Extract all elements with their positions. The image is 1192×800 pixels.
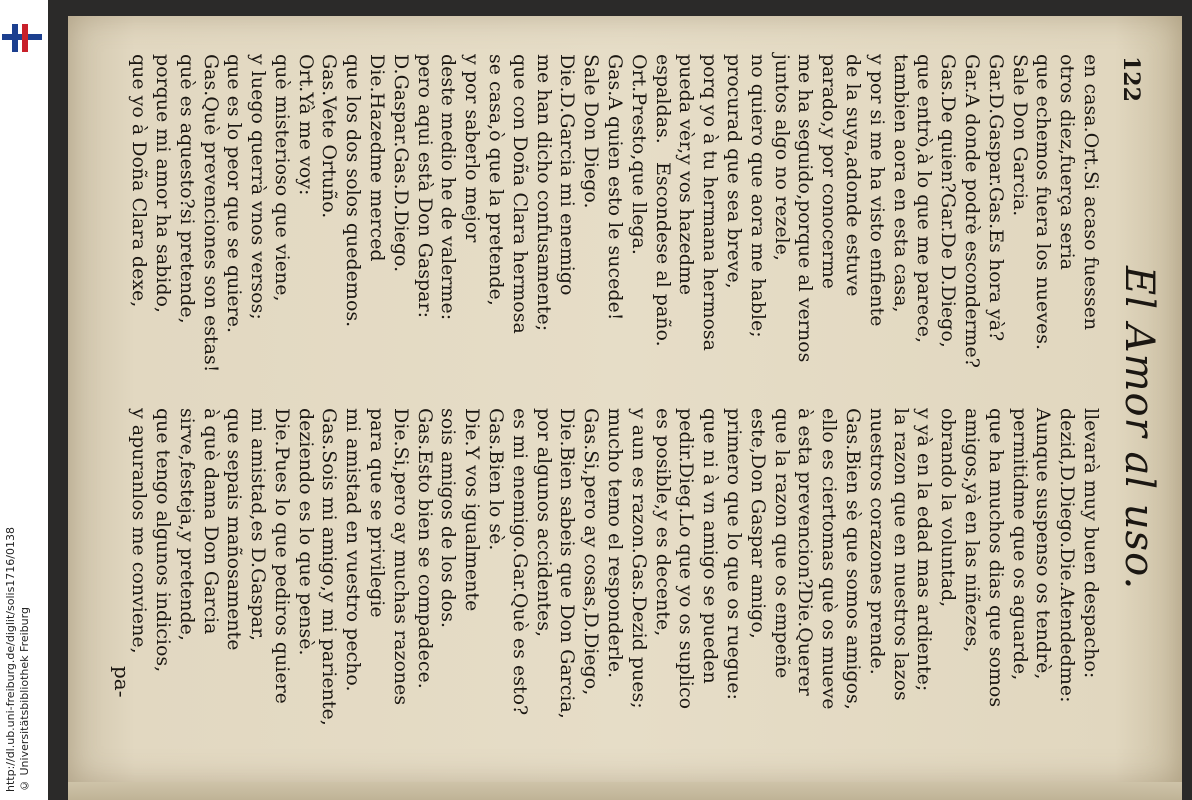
- text-line: Die.Si,pero ay muchas razones: [389, 408, 412, 706]
- text-line: Aunque suspenso os tendrè,: [1032, 408, 1055, 680]
- text-line: me ha seguido,porque al vernos: [794, 54, 817, 363]
- text-line: mi amistad,es D.Gaspar,: [247, 408, 270, 641]
- text-line: y por saberlo mejor: [461, 54, 484, 243]
- right-text-column: [126, 408, 1102, 748]
- text-line: ello es ciertomas què os mueve: [818, 408, 841, 710]
- text-line: que los dos solos quedemos.: [342, 54, 365, 328]
- text-line: parado,y por conocerme: [818, 54, 841, 290]
- text-line: Sale Don Garcia.: [1008, 54, 1031, 217]
- text-line: otros diez,fuerça seria: [1056, 54, 1079, 271]
- text-line: se casa,ò que la pretende,: [485, 54, 508, 306]
- text-line: que yo à Doña Clara dexe,: [128, 54, 151, 308]
- text-line: que entrò,à lo que me parece,: [913, 54, 936, 344]
- page-number: 122: [1118, 56, 1144, 102]
- text-line: para que se privilegie: [366, 408, 389, 618]
- text-line: Die.Y vos igualmente: [461, 408, 484, 612]
- copyright-note: © Universitätsbibliothek Freiburg: [18, 607, 31, 792]
- catchword: pa-: [110, 666, 134, 698]
- text-line: nuestros corazones prende.: [865, 408, 888, 675]
- text-line: què misterioso que viene,: [270, 54, 293, 302]
- text-line: deste medio he de valerme:: [437, 54, 460, 321]
- text-line: porq yo à tu hermana hermosa: [699, 54, 722, 351]
- text-line: Gas.De quien?Gar.De D.Diego,: [937, 54, 960, 348]
- text-line: mucho temo el responderle.: [604, 408, 627, 679]
- text-line: espaldas. Escondese al paño.: [651, 54, 674, 347]
- text-line: es mi enemigo.Gar.Què es esto?: [508, 408, 531, 716]
- text-line: la razon que en nuestros lazos: [889, 408, 912, 701]
- text-line: que la razon que os empeñe: [770, 408, 793, 679]
- text-line: Gas.Si,pero ay cosas,D.Diego,: [580, 408, 603, 696]
- source-url[interactable]: http://dl.ub.uni-freiburg.de/diglit/solis1716/0138: [4, 527, 17, 792]
- text-line: à què dama Don Garcia: [199, 408, 222, 635]
- text-line: pedir.Dieg.Lo que yo os suplico: [675, 408, 698, 710]
- text-line: que echemos fuera los nueves.: [1032, 54, 1055, 351]
- text-line: Die.Hazedme merced: [366, 54, 389, 262]
- text-line: tambien aora en esta casa,: [889, 54, 912, 313]
- text-line: de la suya,adonde estuve: [842, 54, 865, 297]
- text-line: Gas.Esto bien se compadece.: [413, 408, 436, 689]
- text-line: Gas.Bien sè que somos amigos,: [842, 408, 865, 710]
- text-line: este,Don Gaspar amigo,: [746, 408, 769, 639]
- source-caption: [4, 527, 32, 792]
- text-line: procurad que sea breve,: [723, 54, 746, 289]
- text-line: Gas.Bien lo sè.: [485, 408, 508, 551]
- left-text-column: [126, 54, 1102, 394]
- text-line: mi amistad en vuestro pecho.: [342, 408, 365, 692]
- text-line: deziendo es lo que pensè.: [294, 408, 317, 656]
- text-line: què es aquesto?si pretende,: [175, 54, 198, 324]
- text-line: Ort.Presto,que llega.: [627, 54, 650, 255]
- text-line: D.Gaspar.Gas.D.Diego.: [389, 54, 412, 273]
- text-line: pueda vèr,y vos hazedme: [675, 54, 698, 296]
- text-line: y por si me ha visto enfiente: [865, 54, 888, 327]
- text-line: me han dicho confusamente;: [532, 54, 555, 332]
- text-line: Gas.A quien esto le sucede!: [604, 54, 627, 321]
- text-line: y yà en la edad mas ardiente;: [913, 408, 936, 692]
- text-line: y apuranlos me conviene,: [128, 408, 151, 654]
- text-line: Gar.D.Gaspar.Gas.Es hora yà?: [984, 54, 1007, 342]
- text-line: y aun es razon.Gas.Dezid pues;: [627, 408, 650, 709]
- page-content: [68, 16, 1182, 782]
- text-line: Die.Bien sabeis que Don Garcia,: [556, 408, 579, 719]
- viewer-sidebar: [0, 0, 48, 800]
- text-line: que sepais mañosamente: [223, 408, 246, 651]
- text-line: sirve,festeja,y pretende,: [175, 408, 198, 641]
- text-line: Gas.Vete Ortuño.: [318, 54, 341, 219]
- text-line: juntos algo no rezele,: [770, 54, 793, 261]
- scanned-page: [68, 16, 1182, 782]
- text-line: amigos,yà en las niñezes,: [961, 408, 984, 653]
- text-line: sois amigos de los dos.: [437, 408, 460, 629]
- text-line: primero que lo que os ruegue:: [723, 408, 746, 700]
- text-line: Gas.Què prevenciones son estas!: [199, 54, 222, 373]
- text-line: Gar.A donde podrè esconderme?: [961, 54, 984, 368]
- text-line: porque mi amor ha sabido,: [151, 54, 174, 313]
- text-line: que con Doña Clara hermosa: [508, 54, 531, 334]
- library-logo-icon: [2, 22, 42, 54]
- text-line: Gas.Sois mi amigo,y mi pariente,: [318, 408, 341, 726]
- text-line: no quiero que aora me hable;: [746, 54, 769, 338]
- text-line: dezid,D.Diego.Die.Atendedme:: [1056, 408, 1079, 703]
- text-line: Ort.Yà me voy:: [294, 54, 317, 196]
- text-line: que es lo peor que se quiere.: [223, 54, 246, 334]
- text-line: es posible,y es decente,: [651, 408, 674, 637]
- text-line: pero aqui està Don Gaspar:: [413, 54, 436, 318]
- text-line: que tengo algunos indicios,: [151, 408, 174, 673]
- running-title: El Amor al uso.: [1116, 266, 1162, 591]
- text-line: Die.D.Garcia mi enemigo: [556, 54, 579, 296]
- text-line: en casa.Ort.Si acaso fuessen: [1080, 54, 1102, 331]
- text-line: permitidme que os aguarde,: [1008, 408, 1031, 681]
- text-line: Die.Pues lo que pediros quiere: [270, 408, 293, 704]
- text-line: y luego querrà vnos versos;: [247, 54, 270, 320]
- text-line: obrando la voluntad,: [937, 408, 960, 608]
- text-line: llevarà muy buen despacho:: [1080, 408, 1102, 679]
- text-line: que ni à vn amigo se pueden: [699, 408, 722, 684]
- text-line: Sale Don Diego.: [580, 54, 603, 209]
- text-line: por algunos accidentes,: [532, 408, 555, 637]
- text-line: à esta prevencion?Die.Querer: [794, 408, 817, 696]
- page-header: [1102, 56, 1162, 746]
- text-line: que ha muchos dias que somos: [984, 408, 1007, 708]
